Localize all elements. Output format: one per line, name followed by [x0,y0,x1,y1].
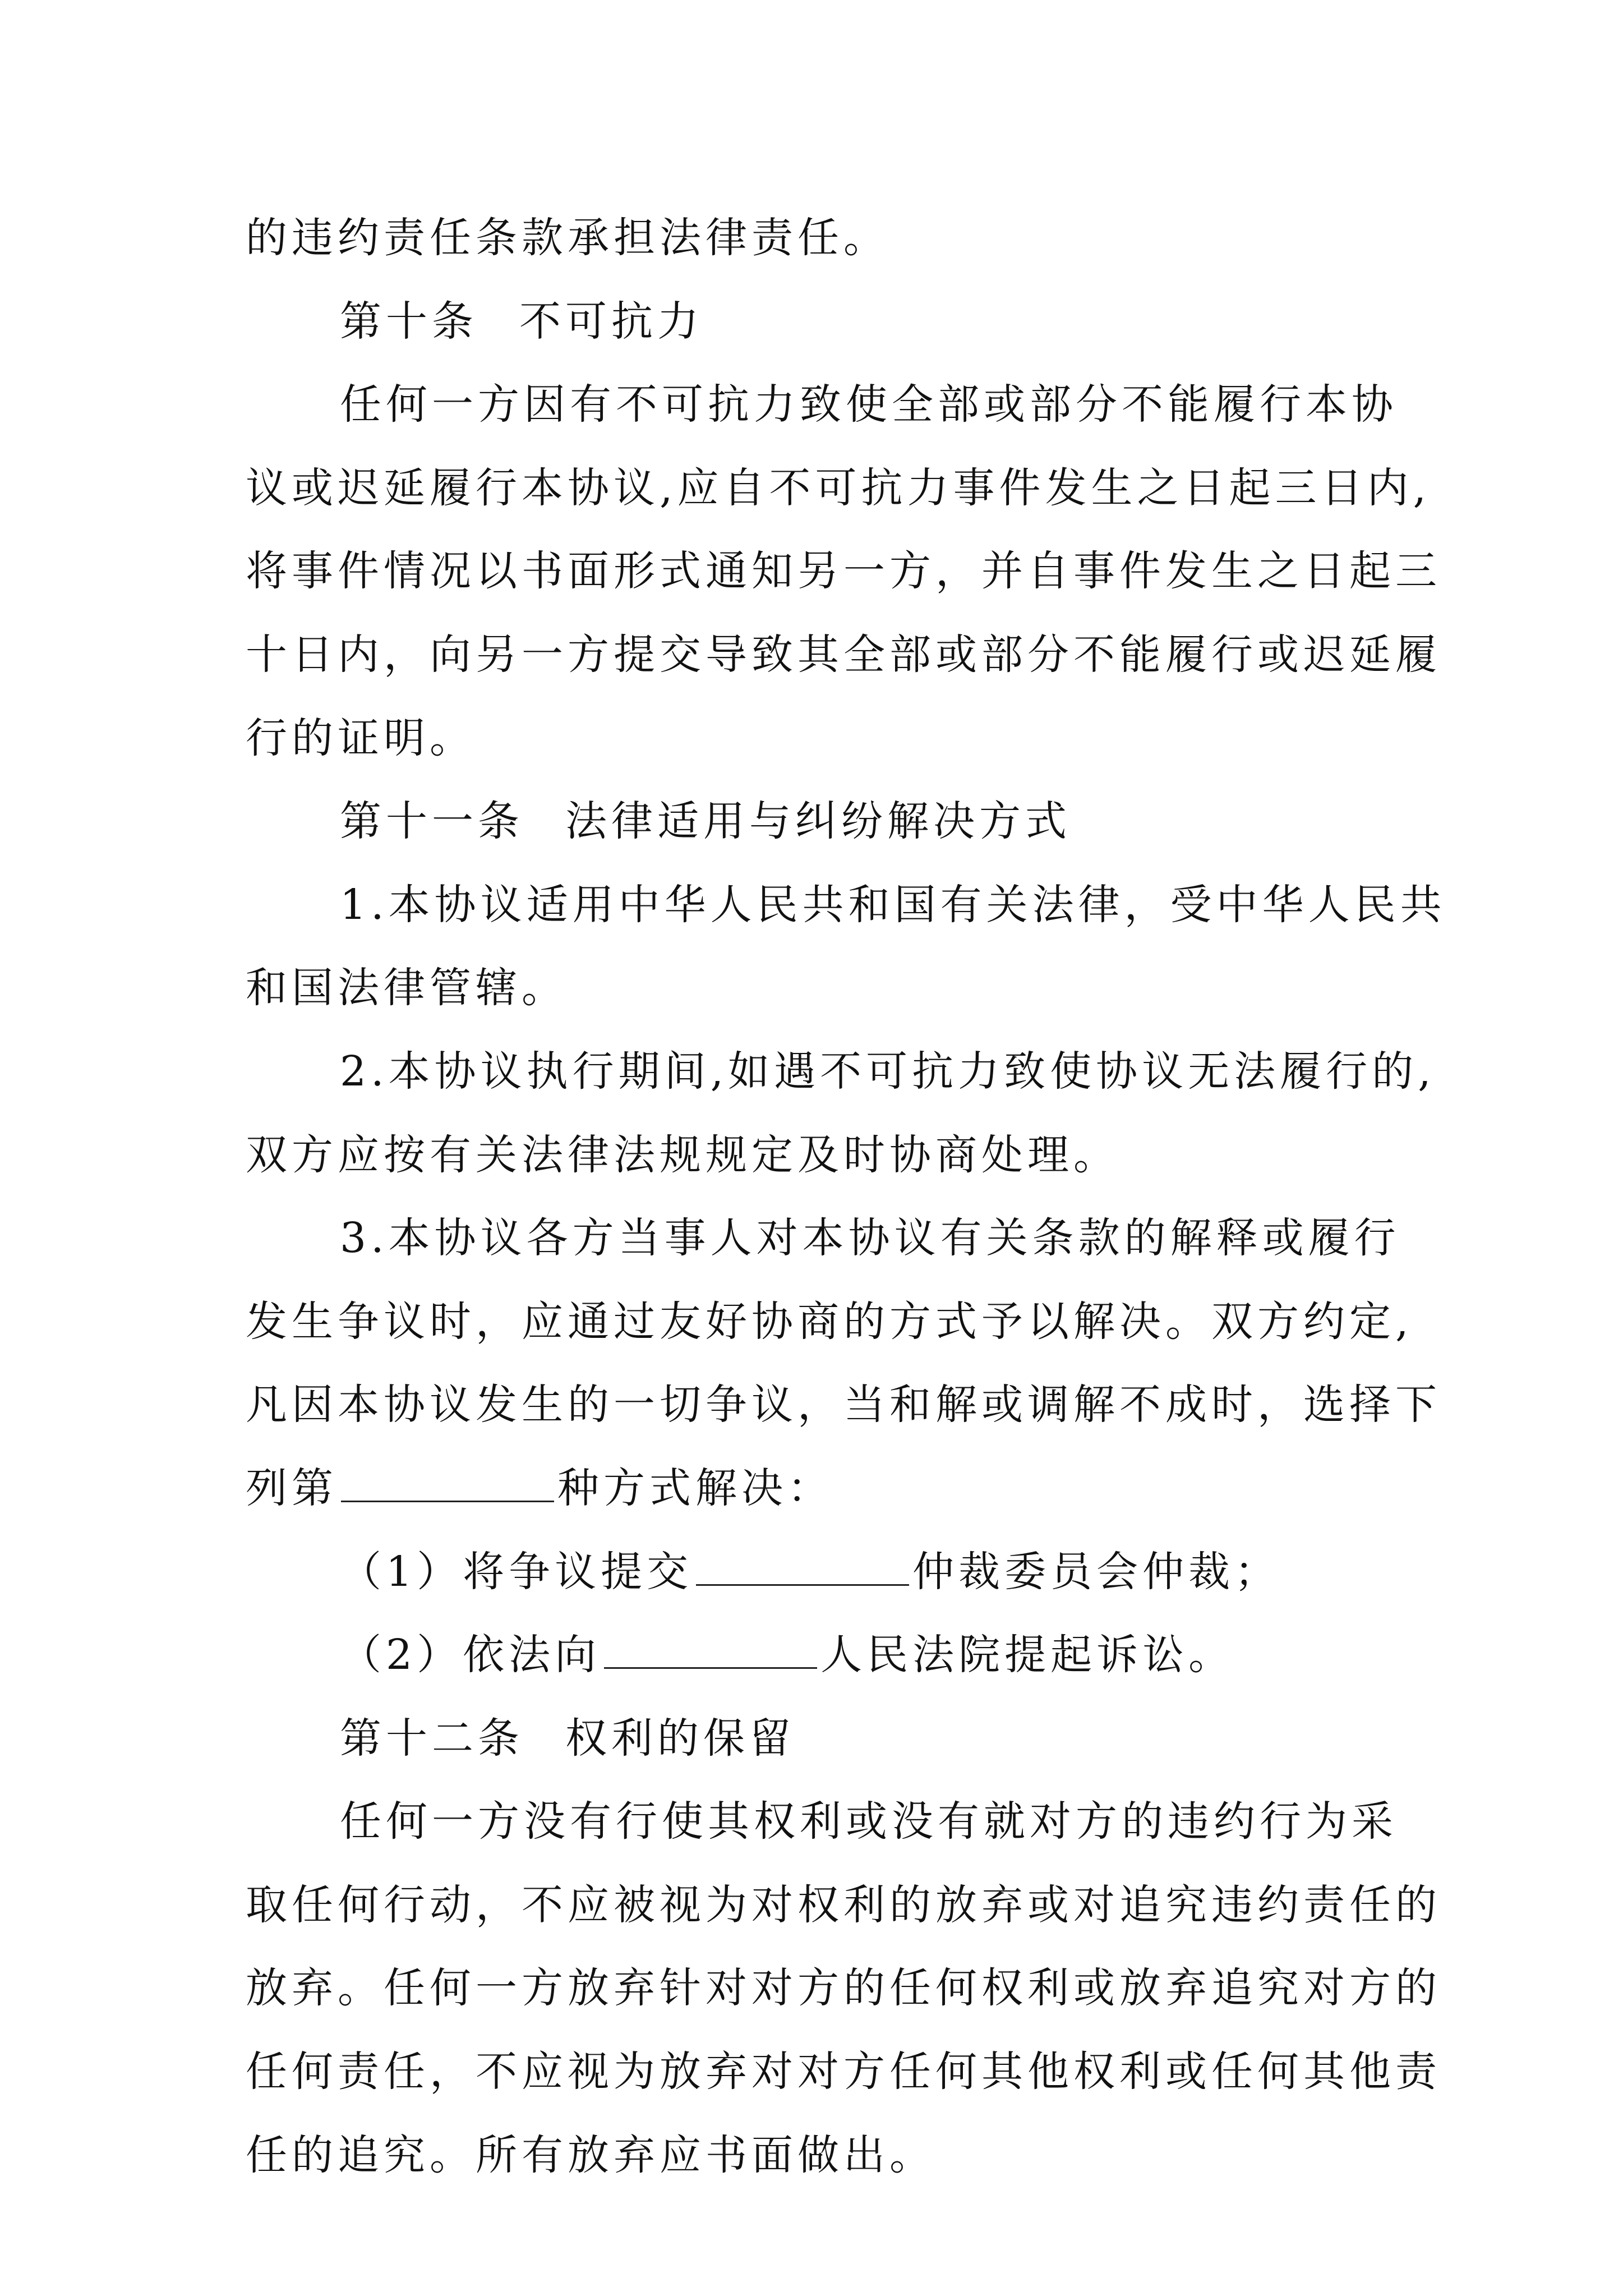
option-2-line [246,1613,1384,1697]
blank-field[interactable] [341,1462,554,1502]
article-number: 第十一条 [340,797,524,846]
article-10-heading [246,280,1384,364]
paragraph-line: 的违约责任条款承担法律责任。 [246,214,889,262]
blank-field[interactable] [696,1546,909,1586]
paragraph-line: 行的证明。 [246,714,476,762]
document-body [246,196,1446,2197]
paragraph-line: 双方应按有关法律法规规定及时协商处理。 [246,1130,1119,1179]
text-fragment: （1）将争议提交 [340,1547,693,1596]
fill-in-line [246,1447,1384,1530]
paragraph-line: 凡因本协议发生的一切争议，当和解或调解不成时，选择下 [246,1381,1441,1429]
paragraph-line: 取任何行动，不应被视为对权利的放弃或对追究违约责任的 [246,1880,1441,1929]
paragraph-line: 任何责任，不应视为放弃对对方任何其他权利或任何其他责 [246,2047,1441,2096]
paragraph-line: 任何一方因有不可抗力致使全部或部分不能履行本协 [340,380,1398,429]
article-title: 不可抗力 [519,297,703,346]
paragraph-line: 发生争议时，应通过友好协商的方式予以解决。双方约定, [246,1297,1413,1346]
text-fragment: 仲裁委员会仲裁； [912,1547,1281,1596]
article-11-heading [246,780,1384,863]
text-fragment: 列第 [246,1464,338,1512]
paragraph-line: 和国法律管辖。 [246,964,568,1013]
article-number: 第十条 [340,297,478,346]
text-fragment: 人民法院提起诉讼。 [820,1631,1235,1680]
text-fragment: 种方式解决： [557,1464,833,1512]
article-12-heading [246,1697,1384,1780]
text-fragment: （2）依法向 [340,1631,601,1680]
paragraph-line: 将事件情况以书面形式通知另一方，并自事件发生之日起三 [246,547,1441,596]
article-title: 法律适用与纠纷解决方式 [565,797,1071,846]
paragraph-line: 放弃。任何一方放弃针对对方的任何权利或放弃追究对方的 [246,1964,1441,2013]
article-number: 第十二条 [340,1714,524,1763]
paragraph-line: 3.本协议各方当事人对本协议有关条款的解释或履行 [340,1214,1400,1263]
paragraph-line: 十日内，向另一方提交导致其全部或部分不能履行或迟延履 [246,630,1441,679]
paragraph-line: 任何一方没有行使其权利或没有就对方的违约行为采 [340,1797,1398,1846]
paragraph-line: 议或迟延履行本协议,应自不可抗力事件发生之日起三日内, [246,463,1431,512]
paragraph-line: 1.本协议适用中华人民共和国有关法律，受中华人民共 [340,880,1446,929]
article-title: 权利的保留 [565,1714,795,1763]
paragraph-line: 任的追究。所有放弃应书面做出。 [246,2131,935,2179]
blank-field[interactable] [604,1629,817,1669]
paragraph-line: 2.本协议执行期间,如遇不可抗力致使协议无法履行的, [340,1047,1436,1096]
option-1-line [246,1530,1384,1614]
